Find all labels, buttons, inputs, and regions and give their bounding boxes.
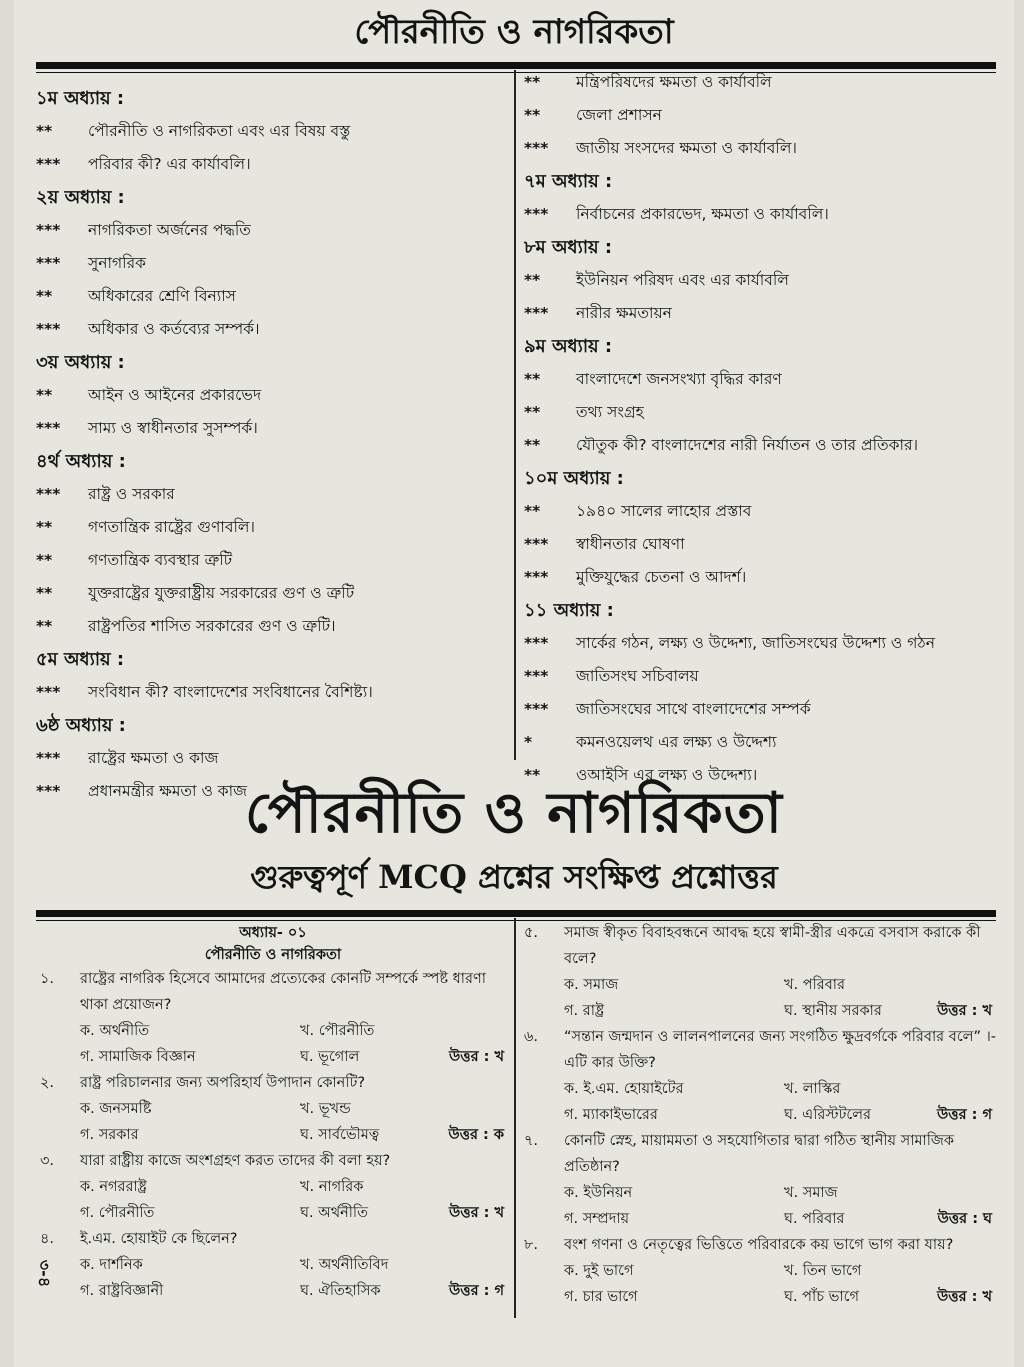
importance-stars: ** <box>36 518 53 536</box>
option: ঘ. ভূগোল <box>300 1049 360 1065</box>
topic-text: যুক্তরাষ্ট্রের যুক্তরাষ্ট্রীয় সরকারের গুণ ও ত্রুটি <box>88 584 355 602</box>
importance-stars: *** <box>36 485 61 503</box>
mcq-question <box>36 1070 510 1148</box>
topic-text: কমনওয়েলথ এর লক্ষ্য ও উদ্দেশ্য <box>576 733 777 751</box>
question-text <box>520 920 998 972</box>
option-row <box>36 1122 510 1148</box>
topic-item <box>524 726 1004 759</box>
answer: উত্তর : খ <box>936 1289 992 1305</box>
option: ঘ. অর্থনীতি <box>300 1205 368 1221</box>
topic-item <box>524 693 1004 726</box>
mcq-question <box>36 1226 510 1304</box>
topic-item <box>524 495 1004 528</box>
importance-stars: *** <box>524 634 549 652</box>
answer: উত্তর : গ <box>448 1283 504 1299</box>
option: খ. সমাজ <box>784 1185 838 1201</box>
question-text <box>520 1024 998 1076</box>
topic-item <box>524 297 1004 330</box>
question-text <box>36 1148 510 1174</box>
topic-text: ১৯৪০ সালের লাহোর প্রস্তাব <box>576 502 752 520</box>
chapter-heading: ৮ম অধ্যায় : <box>524 237 613 258</box>
importance-stars: ** <box>524 436 541 454</box>
option-row <box>520 1206 998 1232</box>
chapter-heading: ৭ম অধ্যায় : <box>524 171 613 192</box>
question-text <box>36 1070 510 1096</box>
topic-item <box>524 627 1004 660</box>
importance-stars: *** <box>524 568 549 586</box>
importance-stars: ** <box>524 766 541 784</box>
chapter-heading: ২য় অধ্যায় : <box>36 187 125 208</box>
topic-text: নারীর ক্ষমতায়ন <box>576 304 672 322</box>
importance-stars: *** <box>524 700 549 718</box>
importance-stars: ** <box>36 617 53 635</box>
topic-text: জাতিসংঘ সচিবালয় <box>576 667 699 685</box>
question-text <box>520 1128 998 1180</box>
chapter-heading: ৪র্থ অধ্যায় : <box>36 451 126 472</box>
option: ক. সমাজ <box>564 977 619 993</box>
suggestions-right-column <box>524 66 1004 792</box>
topic-text: স্বাধীনতার ঘোষণা <box>576 535 685 553</box>
option-row <box>520 1180 998 1206</box>
topic-item <box>36 544 506 577</box>
option: ঘ. পরিবার <box>784 1211 845 1227</box>
topic-item <box>36 577 506 610</box>
option: গ. পৌরনীতি <box>80 1205 155 1221</box>
importance-stars: *** <box>36 683 61 701</box>
topic-text: গণতান্ত্রিক রাষ্ট্রের গুণাবলি। <box>88 518 255 536</box>
answer: উত্তর : গ <box>936 1107 992 1123</box>
topic-text: মুক্তিযুদ্ধের চেতনা ও আদর্শ। <box>576 568 747 586</box>
mcq-question <box>520 1024 998 1128</box>
option: ঘ. ঐতিহাসিক <box>300 1283 381 1299</box>
answer: উত্তর : খ <box>448 1049 504 1065</box>
question-number: ৪. <box>40 1231 55 1247</box>
importance-stars: ** <box>524 403 541 421</box>
mcq-left-column <box>36 922 510 1304</box>
chapter-heading: ১ম অধ্যায় : <box>36 88 125 109</box>
option: খ. লাস্কির <box>784 1081 841 1097</box>
topic-item <box>36 676 506 709</box>
option: ক. দুই ভাগে <box>564 1263 634 1279</box>
importance-stars: *** <box>36 782 61 800</box>
question-number: ১. <box>40 971 55 987</box>
mcq-right-column <box>520 920 998 1310</box>
topic-text: ওআইসি এর লক্ষ্য ও উদ্দেশ্য। <box>576 766 758 784</box>
option: খ. পৌরনীতি <box>300 1023 375 1039</box>
topic-item <box>36 280 506 313</box>
topic-item <box>36 214 506 247</box>
option: গ. সম্প্রদায় <box>564 1211 630 1227</box>
topic-item <box>36 478 506 511</box>
importance-stars: ** <box>36 584 53 602</box>
mcq-column-divider <box>514 918 516 1318</box>
importance-stars: *** <box>36 749 61 767</box>
answer: উত্তর : খ <box>448 1205 504 1221</box>
mcq-question <box>36 966 510 1070</box>
option: খ. তিন ভাগে <box>784 1263 862 1279</box>
question-body: রাষ্ট্রের নাগরিক হিসেবে আমাদের প্রত্যেকের কোনটি সম্পর্কে স্পষ্ট ধারণা থাকা প্রয়োজন? <box>80 971 486 1013</box>
importance-stars: *** <box>524 205 549 223</box>
option: ঘ. এরিস্টটলের <box>784 1107 871 1123</box>
topic-text: রাষ্ট্র ও সরকার <box>88 485 175 503</box>
topic-item <box>36 511 506 544</box>
answer: উত্তর : ঘ <box>937 1211 992 1227</box>
topic-text: সংবিধান কী? বাংলাদেশের সংবিধানের বৈশিষ্ট্য। <box>88 683 373 701</box>
importance-stars: ** <box>36 386 53 404</box>
topic-text: পরিবার কী? এর কার্যাবলি। <box>88 155 251 173</box>
option-row <box>36 1200 510 1226</box>
topic-text: পৌরনীতি ও নাগরিকতা এবং এর বিষয় বস্তু <box>88 122 351 140</box>
topic-item <box>524 660 1004 693</box>
chapter-heading: ৩য় অধ্যায় : <box>36 352 125 373</box>
importance-stars: * <box>524 733 533 751</box>
option-row <box>520 1076 998 1102</box>
question-body: ই.এম. হোয়াইট কে ছিলেন? <box>80 1231 238 1247</box>
section-title: পৌরনীতি ও নাগরিকতা <box>354 12 674 52</box>
topic-text: সুনাগরিক <box>88 254 146 272</box>
question-body: “সন্তান জন্মদান ও লালনপালনের জন্য সংগঠিত ক্ষুদ্রবর্গকে পরিবার বলে” ।- এটি কার উক্তি? <box>564 1029 997 1071</box>
topic-text: প্রধানমন্ত্রীর ক্ষমতা ও কাজ <box>88 782 248 800</box>
topic-text: নাগরিকতা অর্জনের পদ্ধতি <box>88 221 251 239</box>
option-row <box>520 1102 998 1128</box>
importance-stars: ** <box>524 370 541 388</box>
option: গ. সামাজিক বিজ্ঞান <box>80 1049 196 1065</box>
importance-stars: *** <box>524 667 549 685</box>
topic-text: অধিকার ও কর্তব্যের সম্পর্ক। <box>88 320 260 338</box>
topic-text: মন্ত্রিপরিষদের ক্ষমতা ও কার্যাবলি <box>576 73 772 91</box>
topic-item <box>524 429 1004 462</box>
importance-stars: *** <box>524 535 549 553</box>
chapter-heading: ১০ম অধ্যায় : <box>524 468 624 489</box>
topic-item <box>524 396 1004 429</box>
chapter-heading: ৬ষ্ঠ অধ্যায় : <box>36 715 126 736</box>
option-row <box>520 1258 998 1284</box>
option: ঘ. পাঁচ ভাগে <box>784 1289 859 1305</box>
topic-item <box>36 247 506 280</box>
topic-item <box>36 115 506 148</box>
topic-item <box>524 132 1004 165</box>
topic-item <box>36 313 506 346</box>
question-body: রাষ্ট্র পরিচালনার জন্য অপরিহার্য উপাদান কোনটি? <box>80 1075 366 1091</box>
question-body: বংশ গণনা ও নেতৃত্বের ভিত্তিতে পরিবারকে কয় ভাগে ভাগ করা যায়? <box>564 1237 954 1253</box>
question-body: কোনটি স্নেহ, মায়ামমতা ও সহযোগিতার দ্বারা গঠিত স্থানীয় সামাজিক প্রতিষ্ঠান? <box>564 1133 954 1175</box>
topic-item <box>524 561 1004 594</box>
banner-title: পৌরনীতি ও নাগরিকতা <box>245 780 783 846</box>
answer: উত্তর : ক <box>448 1127 504 1143</box>
option: ক. নগররাষ্ট্র <box>80 1179 147 1195</box>
question-text <box>520 1232 998 1258</box>
topic-text: নির্বাচনের প্রকারভেদ, ক্ষমতা ও কার্যাবলি। <box>576 205 829 223</box>
topic-item <box>524 264 1004 297</box>
option: ক. অর্থনীতি <box>80 1023 150 1039</box>
option: ক. জনসমষ্টি <box>80 1101 152 1117</box>
suggestions-left-column <box>36 82 506 808</box>
question-body: যারা রাষ্ট্রীয় কাজে অংশগ্রহণ করত তাদের কী বলা হয়? <box>80 1153 391 1169</box>
option: খ. অর্থনীতিবিদ <box>300 1257 389 1273</box>
option-row <box>520 998 998 1024</box>
mcq-chapter-title: পৌরনীতি ও নাগরিকতা <box>204 947 342 963</box>
question-text <box>36 966 510 1018</box>
option-row <box>36 1174 510 1200</box>
option: ক. দার্শনিক <box>80 1257 143 1273</box>
chapter-heading: ১১ অধ্যায় : <box>524 600 614 621</box>
importance-stars: ** <box>524 502 541 520</box>
option-row <box>36 1044 510 1070</box>
mcq-question <box>520 1128 998 1232</box>
importance-stars: ** <box>36 287 53 305</box>
topic-text: বাংলাদেশে জনসংখ্যা বৃদ্ধির কারণ <box>576 370 782 388</box>
topic-text: অধিকারের শ্রেণি বিন্যাস <box>88 287 236 305</box>
importance-stars: *** <box>36 221 61 239</box>
topic-item <box>36 148 506 181</box>
answer: উত্তর : খ <box>936 1003 992 1019</box>
topic-text: জাতিসংঘের সাথে বাংলাদেশের সম্পর্ক <box>576 700 811 718</box>
topic-text: যৌতুক কী? বাংলাদেশের নারী নির্যাতন ও তার প্রতিকার। <box>576 436 919 454</box>
mcq-chapter-heading: অধ্যায়- ০১ <box>239 925 307 941</box>
option-row <box>36 1018 510 1044</box>
topic-item <box>524 99 1004 132</box>
question-number: ৮. <box>524 1237 539 1253</box>
option: গ. রাষ্ট্রবিজ্ঞানী <box>80 1283 164 1299</box>
question-number: ৩. <box>40 1153 55 1169</box>
option-row <box>36 1278 510 1304</box>
topic-text: সার্কের গঠন, লক্ষ্য ও উদ্দেশ্য, জাতিসংঘের উদ্দেশ্য ও গঠন <box>576 634 935 652</box>
importance-stars: *** <box>36 254 61 272</box>
option: ক. ইউনিয়ন <box>564 1185 633 1201</box>
topic-text: আইন ও আইনের প্রকারভেদ <box>88 386 262 404</box>
mcq-rule <box>36 910 996 917</box>
option-row <box>36 1096 510 1122</box>
banner-subtitle: গুরুত্বপূর্ণ MCQ প্রশ্নের সংক্ষিপ্ত প্রশ্নোত্তর <box>250 858 778 896</box>
question-text <box>36 1226 510 1252</box>
importance-stars: ** <box>36 122 53 140</box>
option-row <box>36 1252 510 1278</box>
topic-text: তথ্য সংগ্রহ <box>576 403 644 421</box>
question-number: ৭. <box>524 1133 539 1149</box>
option: গ. চার ভাগে <box>564 1289 638 1305</box>
importance-stars: *** <box>36 419 61 437</box>
option: খ. পরিবার <box>784 977 845 993</box>
topic-item <box>36 379 506 412</box>
topic-text: রাষ্ট্রপতির শাসিত সরকারের গুণ ও ত্রুটি। <box>88 617 336 635</box>
mcq-question <box>520 1232 998 1310</box>
importance-stars: *** <box>524 304 549 322</box>
question-number: ৫. <box>524 925 539 941</box>
importance-stars: ** <box>524 271 541 289</box>
column-divider <box>514 70 516 760</box>
importance-stars: *** <box>524 139 549 157</box>
mcq-question <box>36 1148 510 1226</box>
chapter-heading: ৯ম অধ্যায় : <box>524 336 613 357</box>
question-body: সমাজ স্বীকৃত বিবাহবন্ধনে আবদ্ধ হয়ে স্বামী-স্ত্রীর একত্রে বসবাস করাকে কী বলে? <box>564 925 981 967</box>
option: ঘ. স্থানীয় সরকার <box>784 1003 882 1019</box>
importance-stars: ** <box>524 106 541 124</box>
topic-item <box>524 363 1004 396</box>
option: গ. রাষ্ট্র <box>564 1003 605 1019</box>
topic-text: সাম্য ও স্বাধীনতার সুসম্পর্ক। <box>88 419 258 437</box>
question-number: ৬. <box>524 1029 539 1045</box>
topic-item <box>524 198 1004 231</box>
importance-stars: *** <box>36 320 61 338</box>
importance-stars: ** <box>36 551 53 569</box>
topic-text: গণতান্ত্রিক ব্যবস্থার ত্রুটি <box>88 551 233 569</box>
mcq-question <box>520 920 998 1024</box>
topic-item <box>524 66 1004 99</box>
topic-text: রাষ্ট্রের ক্ষমতা ও কাজ <box>88 749 219 767</box>
option: গ. সরকার <box>80 1127 139 1143</box>
page-marker: ৩-৪ <box>35 1259 55 1288</box>
option-row <box>520 972 998 998</box>
topic-text: জেলা প্রশাসন <box>576 106 662 124</box>
importance-stars: *** <box>36 155 61 173</box>
chapter-heading: ৫ম অধ্যায় : <box>36 649 125 670</box>
topic-text: জাতীয় সংসদের ক্ষমতা ও কার্যাবলি। <box>576 139 797 157</box>
option: ঘ. সার্বভৌমত্ব <box>300 1127 380 1143</box>
topic-item <box>524 528 1004 561</box>
newspaper-page <box>14 0 1014 1367</box>
question-number: ২. <box>40 1075 55 1091</box>
topic-text: ইউনিয়ন পরিষদ এবং এর কার্যাবলি <box>576 271 789 289</box>
topic-item <box>36 610 506 643</box>
option: খ. ভূখন্ড <box>300 1101 351 1117</box>
option: গ. ম্যাকাইভারের <box>564 1107 658 1123</box>
importance-stars: ** <box>524 73 541 91</box>
option: খ. নাগরিক <box>300 1179 364 1195</box>
option: ক. ই.এম. হোয়াইটের <box>564 1081 684 1097</box>
topic-item <box>36 412 506 445</box>
option-row <box>520 1284 998 1310</box>
